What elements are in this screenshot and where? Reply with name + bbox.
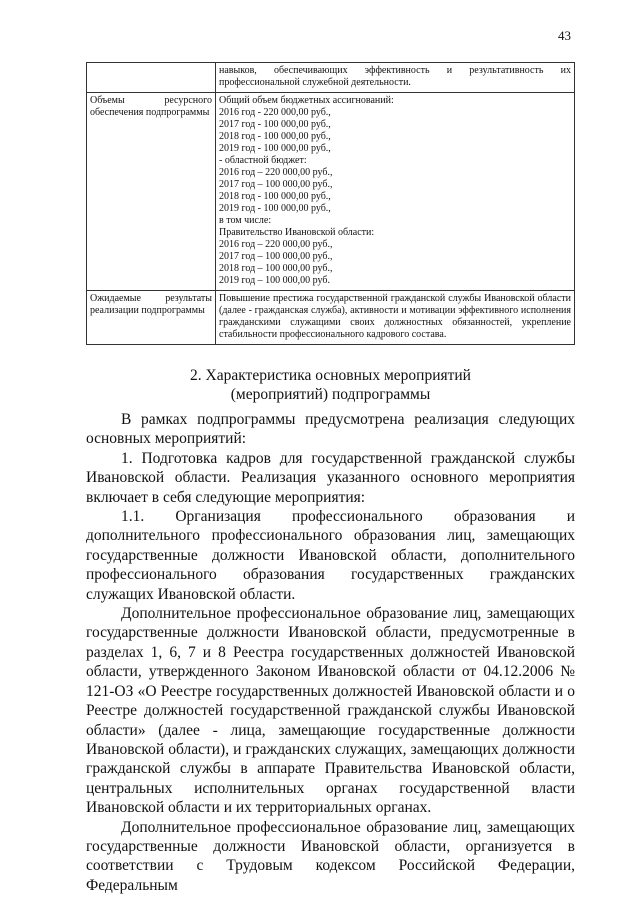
budget-line: 2019 год - 100 000,00 руб., — [219, 143, 331, 154]
budget-line: 2017 год – 100 000,00 руб., — [219, 251, 333, 262]
page-number: 43 — [558, 28, 571, 43]
budget-line: 2017 год – 100 000,00 руб., — [219, 179, 333, 190]
table-row — [87, 93, 575, 291]
budget-line: 2016 год – 220 000,00 руб., — [219, 239, 333, 250]
paragraph: 1. Подготовка кадров для государственной гражданской службы Ивановской области. Реализация указанного основного мероприятия включает в себя следующие мероприятия: — [86, 449, 575, 506]
table-row — [87, 63, 575, 93]
subprogram-passport-table — [86, 62, 575, 345]
row-value-budget — [216, 93, 575, 291]
budget-line: 2019 год - 100 000,00 руб., — [219, 203, 331, 214]
budget-line: Правительство Ивановской области: — [219, 227, 375, 238]
budget-line: 2018 год – 100 000,00 руб., — [219, 263, 333, 274]
budget-line: 2019 год – 100 000,00 руб. — [219, 275, 330, 286]
paragraph: 1.1. Организация профессионального образования и дополнительного профессионального образования лиц, замещающих государственные должности Ивановской области, дополнительного профессионального образования государственных гражданских служащих Ивановской области. — [86, 508, 575, 603]
budget-line: 2018 год - 100 000,00 руб., — [219, 131, 331, 142]
budget-line: в том числе: — [219, 215, 272, 226]
budget-line: 2018 год - 100 000,00 руб., — [219, 191, 331, 202]
paragraph: Дополнительное профессиональное образование лиц, замещающих государственные должности Ивановской области, организуется в соответствии с Трудовым кодексом Российской Федерации, Федеральным — [86, 818, 575, 894]
row-label-resources: Объемы ресурсного обеспечения подпрограммы — [87, 93, 216, 291]
row-value-skills: навыков, обеспечивающих эффективность и результативность их профессиональной служебной деятельности. — [216, 63, 575, 93]
budget-line: - областной бюджет: — [219, 155, 307, 166]
table-row — [87, 291, 575, 345]
paragraph: Дополнительное профессиональное образование лиц, замещающих государственные должности Ивановской области, предусмотренные в разделах 1, 6, 7 и 8 Реестра государственных должностей Ивановской области, утвержденного Законом Ивановской области от 04.12.2006 № 121-ОЗ «О Реестре государственных должностей Ивановской области и о Реестре должностей государственной гражданской службы Ивановской области» (далее - лица, замещающие государственные должности Ивановской области), и гражданских служащих, замещающих должности гражданской службы в аппарате Правительства Ивановской области, центральных исполнительных органах государственной власти Ивановской области и их территориальных органах. — [86, 605, 575, 817]
budget-line: 2016 год - 220 000,00 руб., — [219, 107, 331, 118]
paragraph: В рамках подпрограммы предусмотрена реализация следующих основных мероприятий: — [86, 411, 575, 448]
row-label-empty — [87, 63, 216, 93]
row-label-expected-results: Ожидаемые результаты реализации подпрограммы — [87, 291, 216, 345]
body-text — [86, 410, 575, 895]
row-value-expected-results: Повышение престижа государственной гражданской службы Ивановской области (далее - гражданская служба), активности и мотивации эффективного исполнения гражданскими служащими своих должностных обязанностей, укрепление стабильности профессионального кадрового состава. — [216, 291, 575, 345]
section-heading-line1: 2. Характеристика основных мероприятий — [190, 367, 471, 384]
section-heading — [86, 366, 575, 404]
section-heading-line2: (мероприятий) подпрограммы — [230, 386, 431, 403]
budget-line: Общий объем бюджетных ассигнований: — [219, 95, 394, 106]
budget-line: 2017 год - 100 000,00 руб., — [219, 119, 331, 130]
budget-line: 2016 год – 220 000,00 руб., — [219, 167, 333, 178]
